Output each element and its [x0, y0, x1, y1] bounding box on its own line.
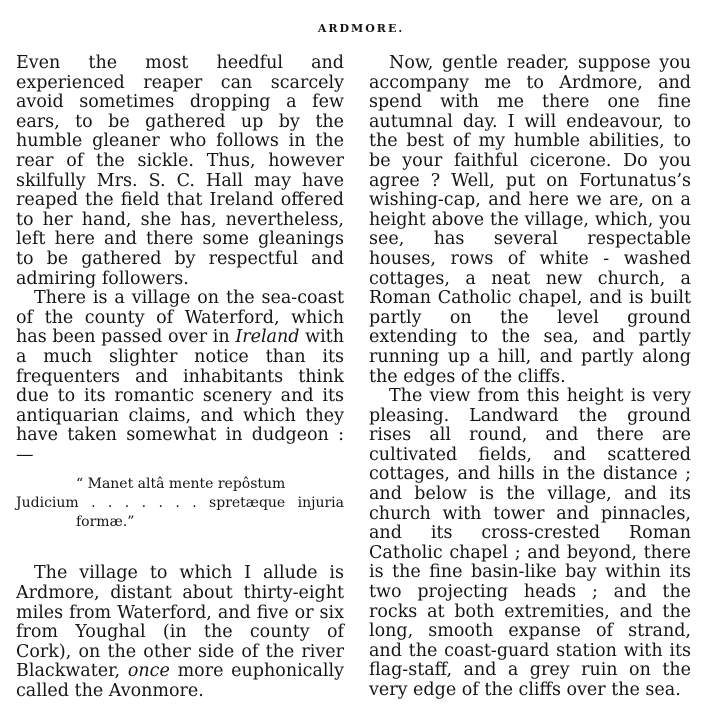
left-paragraph-2-text-a: There is a village on the sea-coast of the county of Waterford, which has been passed over in — [16, 288, 344, 348]
left-paragraph-2-text-b: with a much slighter notice than its frequenters and inhabitants think due to its romantic scenery and its antiquarian claims, and which they have taken somewhat in dudgeon : — — [16, 327, 344, 465]
left-paragraph-2-italic: Ireland — [235, 327, 300, 348]
left-column — [16, 54, 344, 702]
left-paragraph-3-text-b: more euphonically called the Avonmore. — [16, 661, 344, 702]
left-paragraph-3-text-a: The village to which I allude is Ardmore, distant about thirty-eight miles from Waterford, and five or six from Youghal (in the county of Cork), on the other side of the river Blackwater, — [16, 563, 344, 682]
right-paragraph-2: The view from this height is very pleasing. Landward the ground rises all round, and there are cultivated fields, and scattered cottages, and hills in the distance ; and below is the village, and its church with tower and pinnacles, and its cross-crested Roman Catholic chapel ; and beyond, there is the fine basin-like bay within its two projecting heads ; and the rocks at both extremities, and the long, smooth expanse of strand, and the coast-guard station with its flag-staff, and a grey ruin on the very edge of the cliffs over the sea. — [369, 386, 691, 700]
running-head: ARDMORE. — [317, 22, 405, 35]
quote-line-1: “ Manet altâ mente repôstum — [76, 476, 286, 493]
quote-line-3: formæ.” — [76, 514, 135, 531]
left-paragraph-1: Even the most heedful and experienced reaper can scarcely avoid sometimes dropping a few ears, to be gathered up by the humble gleaner who follows in the rear of the sickle. Thus, however skilfully Mrs. S. C. Hall may have reaped the field that Ireland offered to her hand, she has, nevertheless, left here and there some gleanings to be gathered by respectful and admiring followers. — [16, 53, 344, 289]
left-paragraph-3 — [16, 564, 344, 701]
latin-quotation — [16, 475, 344, 532]
quote-line-2: Judicium . . . . . . . spretæque injuria — [16, 495, 344, 512]
section-spacer — [16, 546, 344, 564]
right-paragraph-1: Now, gentle reader, suppose you accompany me to Ardmore, and spend with me there one fine autumnal day. I will endeavour, to the best of my humble abilities, to be your faithful cicerone. Do you agree ? Well, put on Fortunatus’s wishing-cap, and here we are, on a height above the village, which, you see, has several respectable houses, rows of white - washed cottages, a neat new church, a Roman Catholic chapel, and is built partly on the level ground extending to the sea, and partly running up a hill, and partly along the edges of the cliffs. — [369, 53, 691, 387]
right-column — [369, 54, 691, 701]
left-paragraph-2 — [16, 289, 344, 465]
left-paragraph-3-italic: once — [127, 661, 170, 682]
